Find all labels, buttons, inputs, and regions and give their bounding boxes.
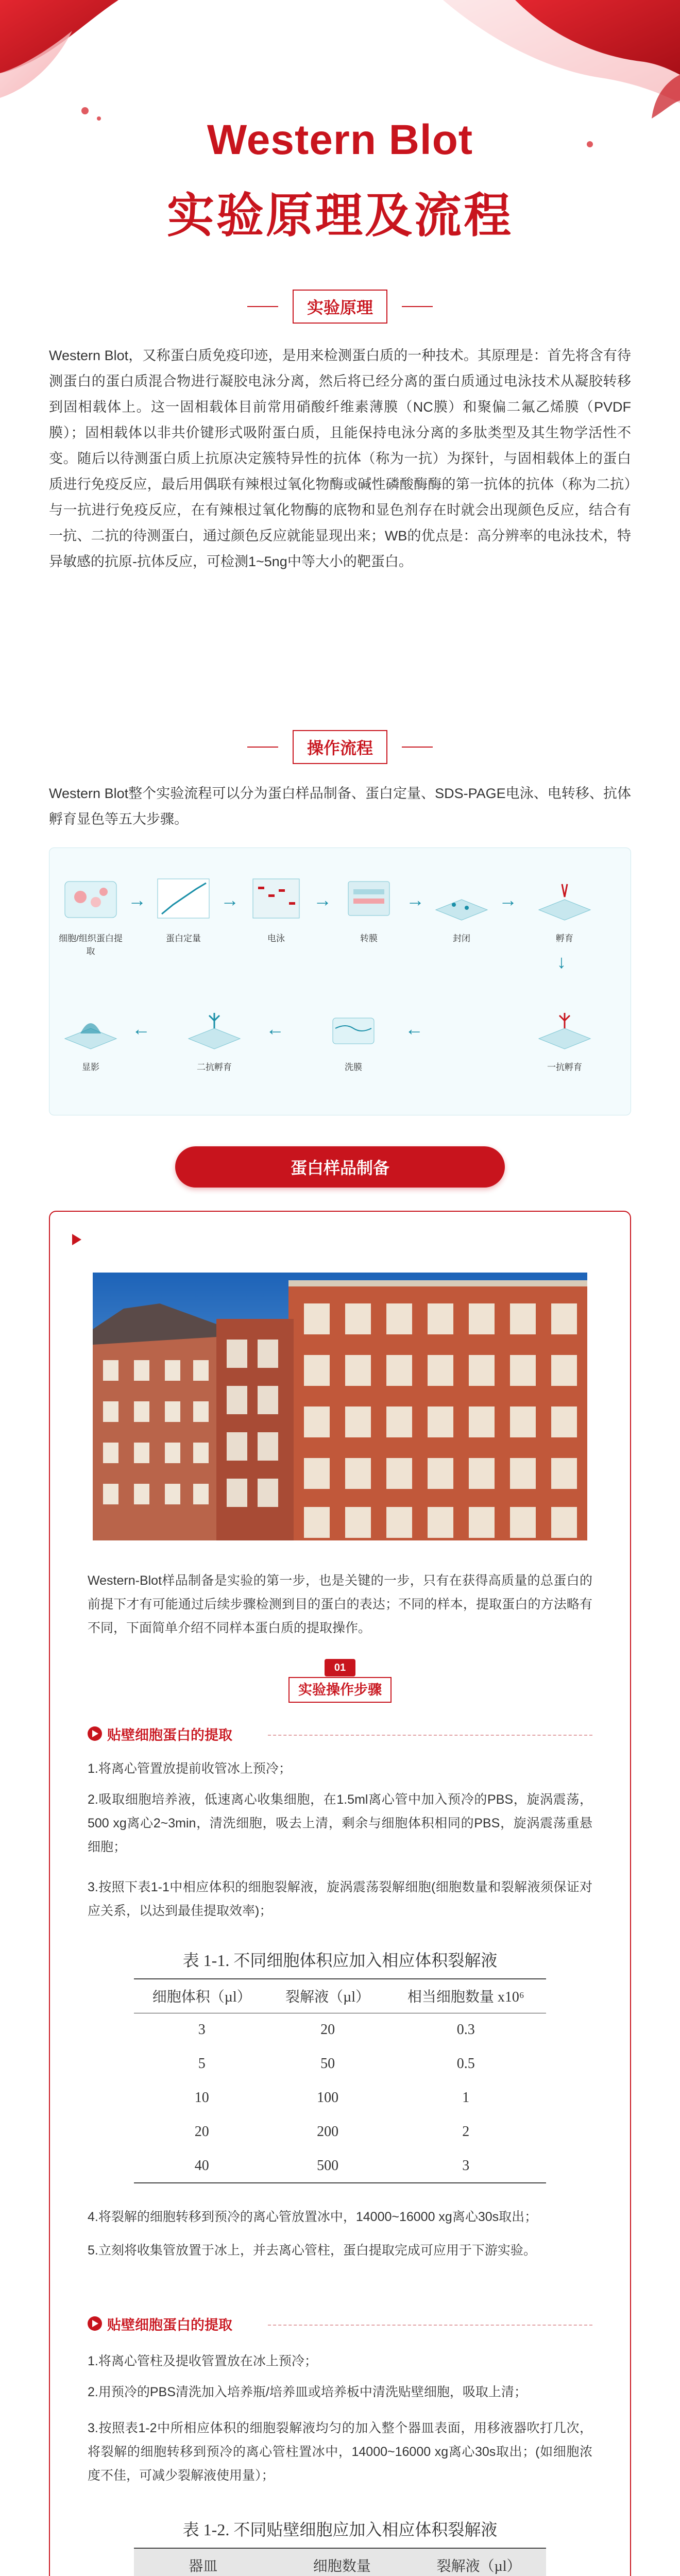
flow-intro: Western Blot整个实验流程可以分为蛋白样品制备、蛋白定量、SDS-PAGE电泳、电转移、抗体孵育显色等五大步骤。 [49, 786, 631, 827]
table-row [134, 2149, 546, 2183]
secondary-antibody-icon [183, 1003, 245, 1052]
transfer-icon [338, 874, 400, 923]
flow-step-label: 孵育 [556, 934, 573, 943]
table-cell: 0.5 [456, 2056, 475, 2072]
table-header-cell: 细胞体积（µl） [134, 1979, 270, 2013]
play-circle-icon [88, 1726, 102, 1741]
arrow-right-icon: → [406, 889, 424, 910]
principle-tag-label: 实验原理 [293, 290, 387, 324]
table-cell: 2 [462, 2124, 470, 2140]
table-header-cell: 细胞数量 [272, 2548, 412, 2576]
flow-step-wash [317, 1003, 389, 1073]
flow-step-label: 电泳 [267, 934, 285, 943]
flow-step-label: 细胞/组织蛋白提取 [59, 934, 123, 956]
flow-step-label: 一抗孵育 [547, 1062, 582, 1072]
adherent-step-3: 3.按照下表1-1中相应体积的细胞裂解液，旋涡震荡裂解细胞(细胞数量和裂解液须保证对应关系，以达到最佳提取效率)； [88, 1880, 592, 1918]
nonadherent-step-1: 1.将离心管柱及提收管置放在冰上预冷； [88, 2354, 317, 2368]
flow-step-label: 二抗孵育 [197, 1062, 232, 1072]
nonadherent-step-3: 3.按照表1-2中所相应体积的细胞裂解液均匀的加入整个器皿表面，用移液器吹打几次，将裂解的细胞转移到预冷的离心管柱置冰中，14000~16000 xg离心30s取出；(如细胞浓度不佳，可减少裂解液使用量）； [88, 2421, 592, 2483]
principle-tag [247, 289, 433, 325]
play-icon [72, 1234, 81, 1245]
arrow-left-icon: ← [132, 1018, 150, 1039]
table-row [134, 2013, 546, 2047]
flow-step-extract [55, 874, 127, 957]
adherent-step-4: 4.将裂解的细胞转移到预冷的离心管放置冰中，14000~16000 xg离心30s取出； [88, 2210, 538, 2224]
table-header-cell: 器皿 [134, 2548, 272, 2576]
divider [268, 2325, 592, 2326]
table-1-title: 表 1-1. 不同细胞体积应加入相应体积裂解液 [182, 1951, 498, 1970]
table-cell: 3 [386, 2149, 546, 2183]
flow-step-secondary [178, 1003, 250, 1073]
table-cell: 5 [198, 2056, 206, 2072]
table-cell: 500 [270, 2149, 386, 2183]
extract-icon [60, 874, 122, 923]
incubate-icon [534, 874, 596, 923]
table-1 [134, 1978, 546, 2183]
flow-step-transfer [333, 874, 405, 944]
nonadherent-heading [88, 2313, 232, 2334]
step-label: 实验操作步骤 [288, 1677, 392, 1703]
block-icon [431, 874, 492, 923]
gel-icon [245, 874, 307, 923]
nonadherent-heading-label: 贴壁细胞蛋白的提取 [107, 2317, 232, 2333]
adherent-step-1: 1.将离心管置放提前收管冰上预冷； [88, 1761, 292, 1776]
step-number-badge: 01 [325, 1659, 355, 1676]
chart-icon [152, 874, 214, 923]
arrow-right-icon: → [128, 889, 146, 910]
flow-step-label: 转膜 [360, 934, 378, 943]
table-cell: 20 [320, 2022, 335, 2038]
principle-text: Western Blot，又称蛋白质免疫印迹，是用来检测蛋白质的一种技术。其原理是：首先将含有待测蛋白的蛋白质混合物进行凝胶电泳分离，然后将已经分离的蛋白质通过电泳技术从凝胶转移到固相载体上。这一固相载体目前常用硝酸纤维素薄膜（NC膜）和聚偏二氟乙烯膜（PVDF膜）；固相载体以非共价键形式吸附蛋白质，且能保持电泳分离的多肽类型及其生物学活性不变。随后以待测蛋白质上抗原决定簇特异性的抗体（称为一抗）为探针，与固相载体上的蛋白质进行免疫反应，最后用偶联有辣根过氧化物酶或碱性磷酸酶酶的第一抗体的抗体（称为二抗）与一抗进行免疫反应，在有辣根过氧化物酶的底物和显色剂存在时就会出现颜色反应，结合有一抗、二抗的待测蛋白，通过颜色反应就能显现出来；WB的优点是：高分辨率的电泳技术，特异敏感的抗原-抗体反应，可检测1~5ng中等大小的靶蛋白。 [49, 348, 631, 569]
sample-prep-banner [0, 1144, 680, 1190]
table-cell: 40 [134, 2149, 270, 2183]
arrow-right-icon: → [220, 889, 239, 910]
flow-step-label: 显影 [82, 1062, 99, 1072]
table-row [134, 2081, 546, 2115]
flow-step-incubate [529, 874, 601, 944]
page-title-en: Western Blot [207, 116, 473, 163]
divider [268, 1735, 592, 1736]
table-header-cell: 裂解液（µl） [270, 1979, 386, 2013]
flow-step-electrophoresis [240, 874, 312, 944]
sample-prep-banner-label: 蛋白样品制备 [175, 1146, 505, 1188]
arrow-left-icon: ← [405, 1018, 423, 1039]
workflow-diagram [49, 848, 631, 1115]
table-header-cell: 裂解液（µl） [412, 2548, 546, 2576]
table-cell: 100 [317, 2090, 339, 2106]
table-cell: 200 [317, 2124, 339, 2140]
header [0, 0, 680, 289]
flow-step-label: 封闭 [453, 934, 470, 943]
play-circle-icon [88, 2316, 102, 2331]
table-cell: 50 [320, 2056, 335, 2072]
flow-step-block [426, 874, 498, 944]
flow-step-label: 洗膜 [345, 1062, 362, 1072]
table-cell: 1 [462, 2090, 470, 2106]
primary-antibody-icon [534, 1003, 596, 1052]
building-photo [93, 1273, 587, 1540]
flow-tag-label: 操作流程 [293, 730, 387, 764]
nonadherent-step-2: 2.用预冷的PBS清洗加入培养瓶/培养皿或培养板中清洗贴壁细胞，吸取上清； [88, 2385, 527, 2399]
table-2 [134, 2548, 546, 2576]
table-cell: 0.3 [456, 2022, 475, 2038]
table-header-cell: 相当细胞数量 x10⁶ [386, 1979, 546, 2013]
adherent-step-2: 2.吸取细胞培养液，低速离心收集细胞，在1.5ml离心管中加入预冷的PBS，旋涡震荡，500 xg离心2~3min，清洗细胞，吸去上清，剩余与细胞体积相同的PBS，旋涡震荡重悬细胞； [88, 1792, 592, 1854]
arrow-left-icon: ← [266, 1018, 284, 1039]
adherent-step-5: 5.立刻将收集管放置于冰上，并去离心管柱，蛋白提取完成可应用于下游实验。 [88, 2243, 536, 2258]
flow-step-develop [55, 1003, 127, 1073]
arrow-right-icon: → [499, 889, 517, 910]
flow-step-quant [147, 874, 219, 944]
adherent-heading [88, 1723, 232, 1744]
table-cell: 3 [198, 2022, 206, 2038]
flow-tag [247, 729, 433, 765]
table-row [134, 2047, 546, 2081]
arrow-right-icon: → [313, 889, 332, 910]
flow-step-label: 蛋白定量 [166, 934, 201, 943]
table-cell: 20 [194, 2124, 209, 2140]
wash-icon [322, 1003, 384, 1052]
develop-icon [60, 1003, 122, 1052]
page-title-cn: 实验原理及流程 [166, 190, 513, 242]
table-row [134, 2115, 546, 2149]
arrow-down-icon: ↓ [557, 951, 566, 972]
sample-prep-intro: Western-Blot样品制备是实验的第一步，也是关键的一步，只有在获得高质量的总蛋白的前提下才有可能通过后续步骤检测到目的蛋白的表达；不同的样本，提取蛋白的方法略有不同，下面简单介绍不同样本蛋白质的提取操作。 [88, 1573, 592, 1635]
flow-step-primary [529, 1003, 601, 1073]
table-2-title: 表 1-2. 不同贴壁细胞应加入相应体积裂解液 [182, 2520, 498, 2539]
adherent-heading-label: 贴壁细胞蛋白的提取 [107, 1727, 232, 1743]
table-cell: 10 [194, 2090, 209, 2106]
